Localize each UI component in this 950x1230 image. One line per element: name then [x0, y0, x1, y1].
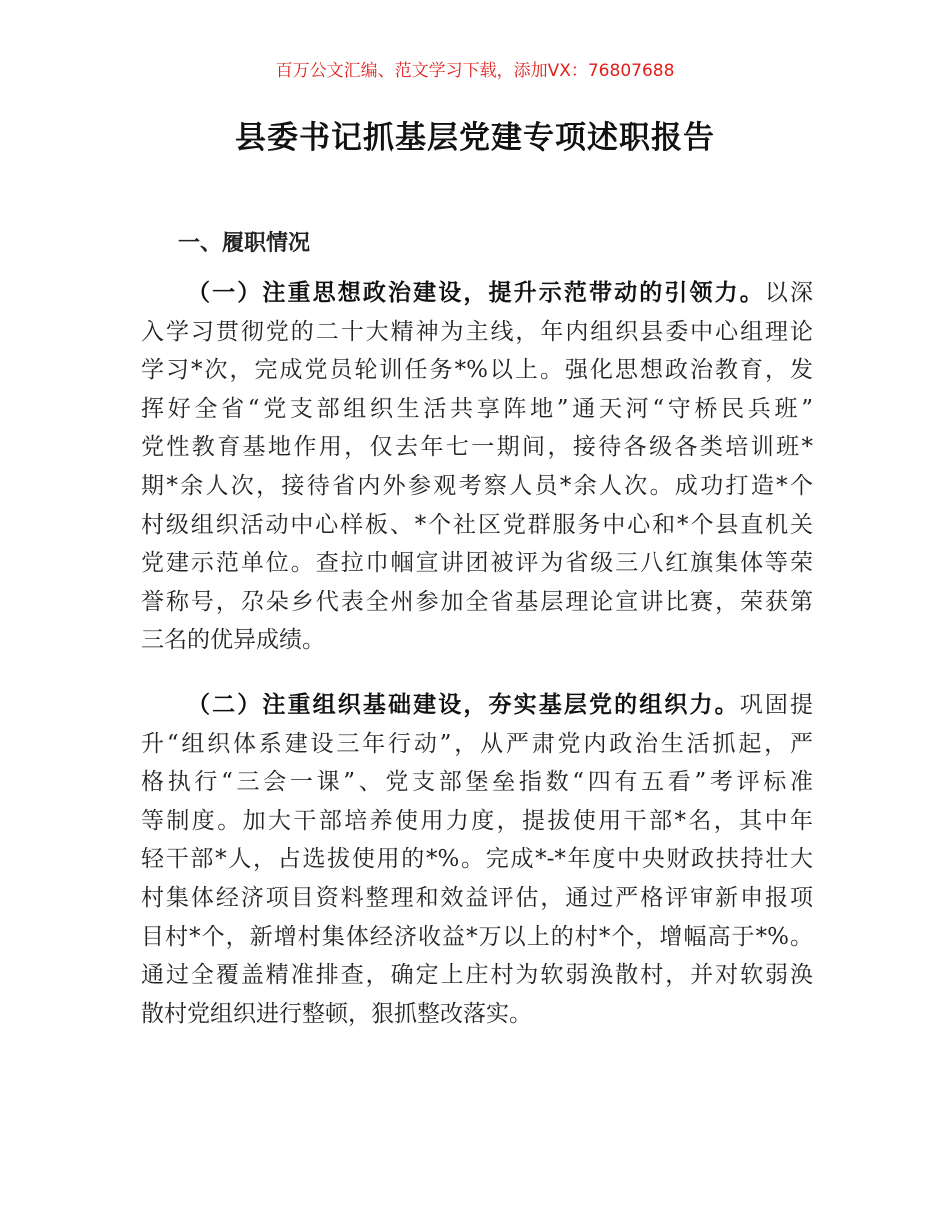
- paragraph-line: 村级组织活动中心样板、*个社区党群服务中心和*个县直机关: [141, 511, 813, 538]
- paragraph-line: 格执行“三会一课”、党支部堡垒指数“四有五看”考评标准: [141, 769, 813, 796]
- paragraph-text: 以深: [764, 280, 813, 306]
- document-title: 县委书记抓基层党建专项述职报告: [235, 120, 715, 156]
- paragraph-line: 通过全覆盖精准排查，确定上庄村为软弱涣散村，并对软弱涣: [141, 962, 813, 989]
- paragraph-line: 目村*个，新增村集体经济收益*万以上的村*个，增幅高于*%。: [141, 923, 813, 950]
- paragraph-line: 三名的优异成绩。: [141, 627, 325, 654]
- paragraph-line: 升“组织体系建设三年行动”，从严肃党内政治生活抓起，严: [141, 730, 813, 757]
- paragraph-line: 学习*次，完成党员轮训任务*%以上。强化思想政治教育，发: [141, 357, 813, 384]
- paragraph-1: [141, 274, 813, 660]
- paragraph-line: 誉称号，尕朵乡代表全州参加全省基层理论宣讲比赛，荣获第: [141, 588, 813, 615]
- paragraph-line: 党性教育基地作用，仅去年七一期间，接待各级各类培训班*: [141, 434, 813, 461]
- paragraph-text: 巩固提: [739, 692, 813, 718]
- paragraph-line: [141, 274, 813, 313]
- paragraph-line: 等制度。加大干部培养使用力度，提拔使用干部*名，其中年: [141, 807, 813, 834]
- paragraph-line: 村集体经济项目资料整理和效益评估，通过严格评审新申报项: [141, 884, 813, 911]
- paragraph-line: [141, 686, 813, 725]
- paragraph-lead: （一）注重思想政治建设，提升示范带动的引领力。: [187, 279, 765, 306]
- watermark-banner: 百万公文汇编、范文学习下载，添加VX：76807688: [275, 61, 675, 81]
- paragraph-line: 轻干部*人，占选拔使用的*%。完成*-*年度中央财政扶持壮大: [141, 846, 813, 873]
- paragraph-line: 入学习贯彻党的二十大精神为主线，年内组织县委中心组理论: [141, 318, 813, 345]
- paragraph-line: 挥好全省“党支部组织生活共享阵地”通天河“守桥民兵班”: [141, 395, 813, 422]
- paragraph-lead: （二）注重组织基础建设，夯实基层党的组织力。: [187, 691, 740, 718]
- paragraph-2: [141, 686, 813, 1033]
- paragraph-line: 期*余人次，接待省内外参观考察人员*余人次。成功打造*个: [141, 472, 813, 499]
- paragraph-line: 党建示范单位。查拉巾帼宣讲团被评为省级三八红旗集体等荣: [141, 550, 813, 577]
- section-heading: 一、履职情况: [178, 230, 311, 256]
- paragraph-line: 散村党组织进行整顿，狠抓整改落实。: [141, 1000, 532, 1027]
